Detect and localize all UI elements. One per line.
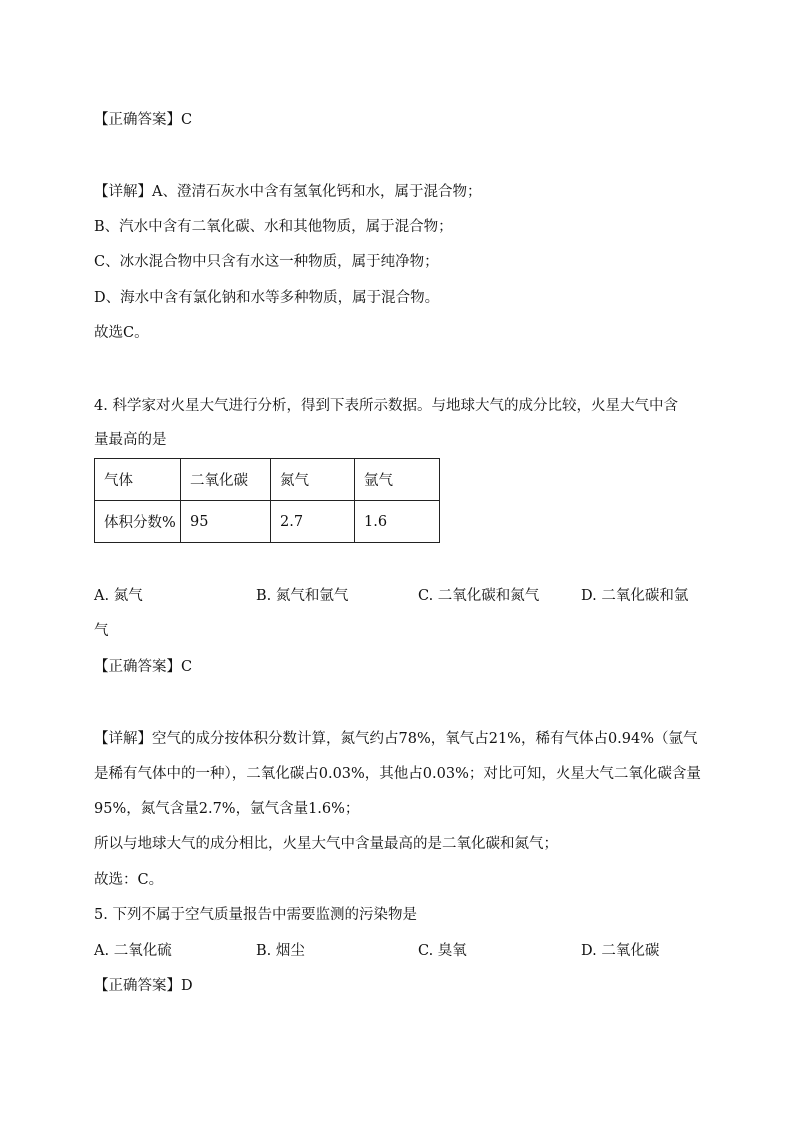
detail-q3-line: C、冰水混合物中只含有水这一种物质，属于纯净物；	[94, 254, 439, 270]
table-cell: 体积分数%	[95, 501, 181, 543]
q4-option-d-wrap: 气	[94, 623, 109, 639]
table-header-row	[95, 459, 440, 501]
q4-option-b: B. 氮气和氩气	[256, 588, 349, 604]
q5-option-d: D. 二氧化碳	[581, 943, 660, 959]
table-cell: 氩气	[355, 459, 440, 501]
answer-q3: 【正确答案】C	[94, 112, 193, 128]
q5-option-b: B. 烟尘	[256, 943, 305, 959]
detail-q4-line: 所以与地球大气的成分相比，火星大气中含量最高的是二氧化碳和氮气；	[94, 836, 558, 852]
detail-q3-line: 故选C。	[94, 325, 149, 341]
table-cell: 95	[181, 501, 271, 543]
q4-stem: 4. 科学家对火星大气进行分析，得到下表所示数据。与地球大气的成分比较，火星大气中含	[94, 398, 678, 414]
table-cell: 2.7	[271, 501, 355, 543]
q4-option-c: C. 二氧化碳和氮气	[418, 588, 540, 604]
detail-q3-line: 【详解】A、澄清石灰水中含有氢氧化钙和水，属于混合物；	[94, 184, 482, 200]
q5-option-a: A. 二氧化硫	[94, 943, 172, 959]
answer-q4: 【正确答案】C	[94, 659, 193, 675]
detail-q3-line: B、汽水中含有二氧化碳、水和其他物质，属于混合物；	[94, 219, 453, 235]
detail-q4-line: 故选：C。	[94, 872, 164, 888]
q4-option-a: A. 氮气	[94, 588, 143, 604]
answer-q5: 【正确答案】D	[94, 978, 193, 994]
table-row	[95, 501, 440, 543]
detail-q3-line: D、海水中含有氯化钠和水等多种物质，属于混合物。	[94, 290, 440, 306]
detail-q4-line: 【详解】空气的成分按体积分数计算，氮气约占78%，氧气占21%，稀有气体占0.94%（氩气	[94, 731, 698, 747]
table-cell: 气体	[95, 459, 181, 501]
table-cell: 氮气	[271, 459, 355, 501]
mars-gas-table	[94, 458, 440, 543]
detail-q4-line: 是稀有气体中的一种），二氧化碳占0.03%，其他占0.03%；对比可知，火星大气二氧化碳含量	[94, 766, 701, 782]
table-cell: 1.6	[355, 501, 440, 543]
table-cell: 二氧化碳	[181, 459, 271, 501]
q5-stem: 5. 下列不属于空气质量报告中需要监测的污染物是	[94, 907, 417, 923]
q5-option-c: C. 臭氧	[418, 943, 467, 959]
detail-q4-line: 95%，氮气含量2.7%，氩气含量1.6%；	[94, 801, 360, 817]
q4-option-d: D. 二氧化碳和氩	[581, 588, 689, 604]
q4-stem: 量最高的是	[94, 432, 167, 448]
